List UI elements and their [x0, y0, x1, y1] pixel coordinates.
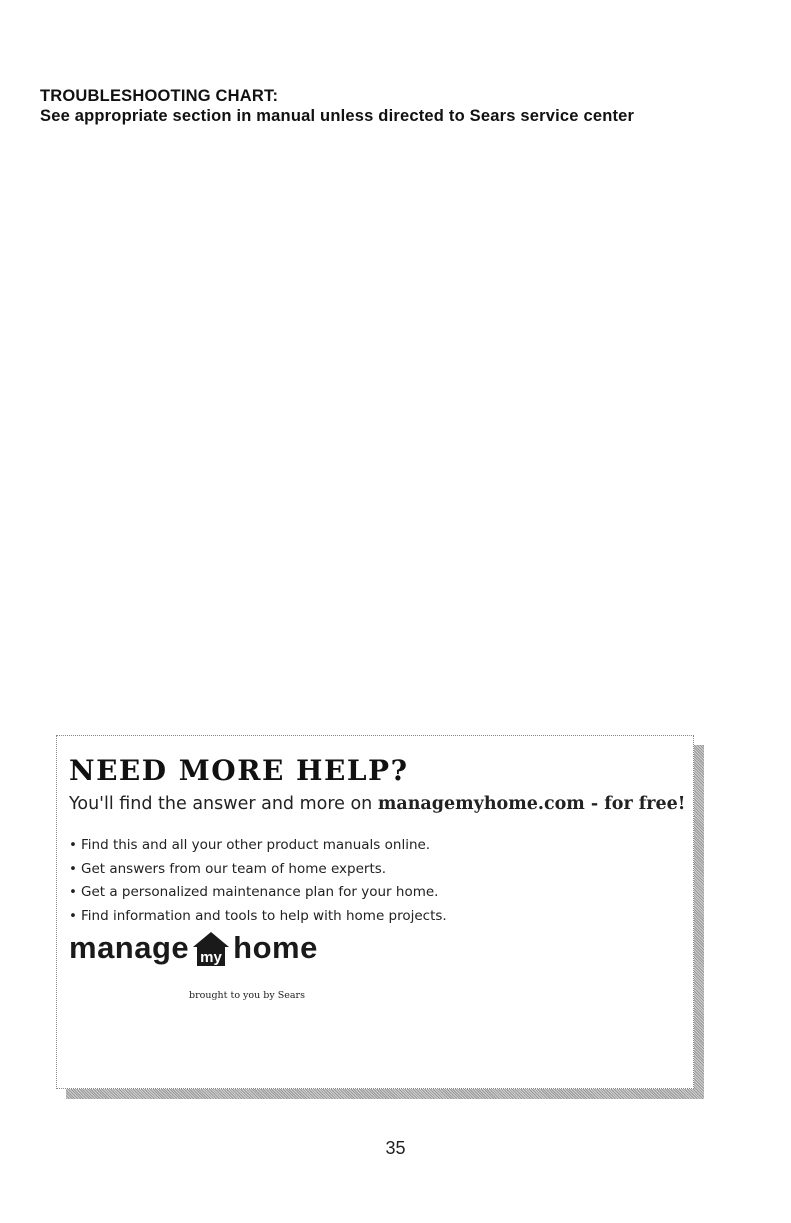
bullet-icon: • — [69, 860, 77, 877]
page-subtitle: See appropriate section in manual unless directed to Sears service center — [40, 107, 635, 125]
logo-word-my: my — [200, 949, 223, 966]
page-number: 35 — [385, 1138, 406, 1158]
help-subtitle-suffix: - for free! — [584, 794, 686, 814]
help-bullet-list — [69, 834, 447, 928]
list-item: • Get a personalized maintenance plan for your home. — [69, 881, 447, 905]
bullet-icon: • — [69, 907, 77, 924]
logo-word-home: home — [233, 930, 318, 965]
bullet-icon: • — [69, 884, 77, 900]
list-item: • Find this and all your other product manuals online. — [69, 834, 447, 858]
bullet-icon: • — [69, 837, 77, 853]
help-box — [56, 735, 694, 1089]
logo-caption: brought to you by Sears — [189, 990, 305, 1001]
list-item: • Get answers from our team of home experts. — [69, 858, 447, 882]
managemyhome-link[interactable]: managemyhome.com — [377, 794, 585, 814]
list-item: • Find information and tools to help with home projects. — [69, 905, 447, 929]
managemyhome-logo — [69, 928, 318, 968]
help-subtitle — [69, 794, 685, 814]
help-subtitle-prefix: You'll find the answer and more on — [69, 794, 378, 814]
logo-word-manage: manage — [69, 930, 190, 965]
page-title: TROUBLESHOOTING CHART: — [40, 87, 279, 105]
help-title: NEED MORE HELP? — [69, 754, 409, 787]
page-header — [40, 86, 634, 126]
house-icon — [191, 928, 231, 968]
